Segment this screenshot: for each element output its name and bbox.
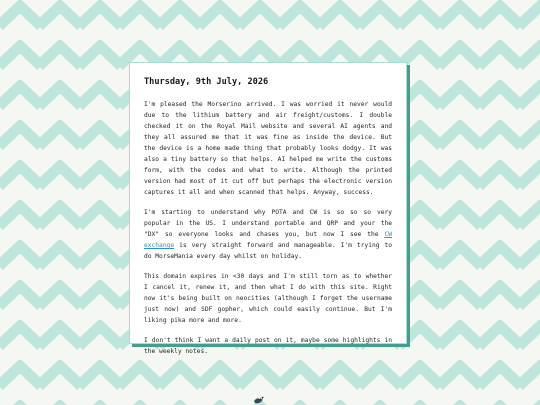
post-paragraph-pota	[144, 207, 392, 262]
post-paragraph-weekly: I don't think I want a daily post on it, maybe some highlights in the weekly notes.	[144, 337, 392, 355]
bird-icon[interactable]	[253, 395, 265, 405]
cw-exchange-link[interactable]: CW exchange	[144, 231, 392, 249]
blog-post-card	[129, 62, 407, 355]
pota-text-after: is very straight forward and manageable. I'm trying to do MorseMania every day whilst on holiday.	[144, 242, 392, 260]
post-paragraph-morserino: I'm pleased the Morserino arrived. I was worried it never would due to the lithium battery and air freight/customs. I double checked it on the Royal Mail website and several AI agents and they all assured me that it was fine as inside the device. But the device is a home made thing that probably looks dodgy. It was also a tiny battery so that helps. AI helped me write the customs form, with the codes and what to write. Although the printed version had most of it cut off but perhaps the electronic version captures it all and when scanned that helps. Anyway, success.	[144, 101, 392, 196]
post-paragraph-domain: This domain expires in <30 days and I'm still torn as to whether I cancel it, renew it, and then what I do with this site. Right now it's being built on neocities (although I forget the username just now) and SDF gopher, which could easily continue. But I'm liking pika more and more.	[144, 273, 392, 324]
post-title: Thursday, 9th July, 2026	[144, 77, 269, 87]
pota-text-before: I'm starting to understand why POTA and CW is so so so very popular in the US. I understand portable and QRP and your the "DX" so everyone looks and chases you, but now I see the	[144, 209, 392, 238]
